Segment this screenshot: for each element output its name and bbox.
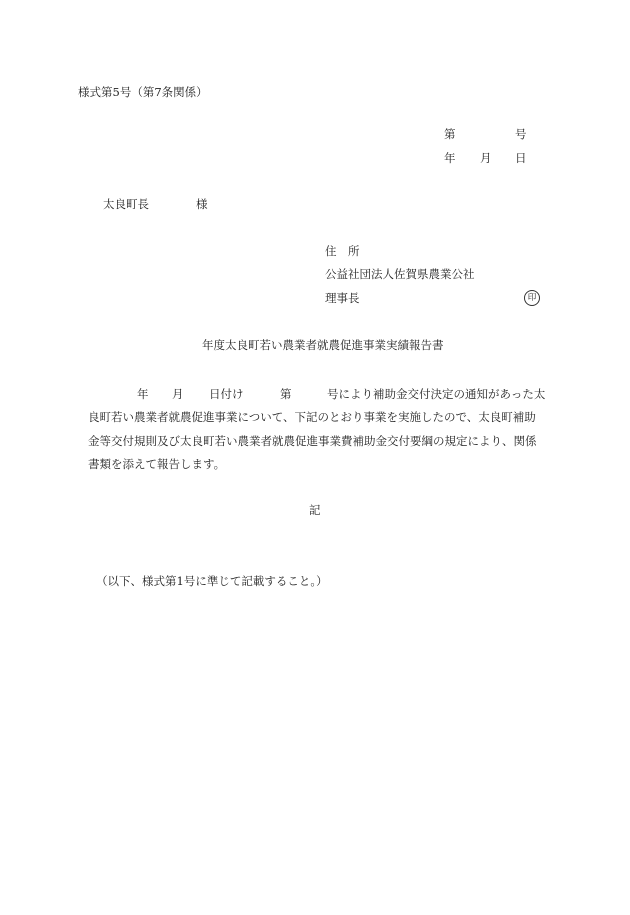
seal-mark: 印: [524, 290, 540, 306]
doc-number-dai: 第: [444, 127, 456, 141]
applicant-address-label: 住 所: [325, 244, 360, 258]
form-number: 様式第5号（第7条関係）: [78, 85, 208, 99]
date-year: 年: [444, 151, 456, 165]
body-year: 年: [137, 387, 149, 401]
body-line-4: 書類を添えて報告します。: [88, 457, 226, 471]
addressee-honorific: 様: [196, 197, 208, 211]
body-line-2: 良町若い農業者就農促進事業について、下記のとおり事業を実施したので、太良町補助: [88, 410, 536, 424]
addressee-name: 太良町長: [103, 197, 149, 211]
applicant-title: 理事長: [325, 291, 360, 305]
body-line-3: 金等交付規則及び太良町若い農業者就農促進事業費補助金交付要綱の規定により、関係: [88, 434, 537, 448]
date-month: 月: [480, 151, 492, 165]
body-dai: 第: [280, 387, 292, 401]
doc-number-go: 号: [515, 127, 527, 141]
applicant-organization: 公益社団法人佐賀県農業公社: [325, 267, 475, 281]
report-title: 年度太良町若い農業者就農促進事業実績報告書: [202, 338, 444, 352]
ki-heading: 記: [309, 503, 321, 517]
body-line1-rest: 号により補助金交付決定の通知があった太: [327, 387, 546, 401]
body-date-suffix: 日付け: [209, 387, 244, 401]
body-month: 月: [172, 387, 184, 401]
note-text: （以下、様式第1号に準じて記載すること。）: [96, 574, 328, 588]
date-day: 日: [515, 151, 527, 165]
